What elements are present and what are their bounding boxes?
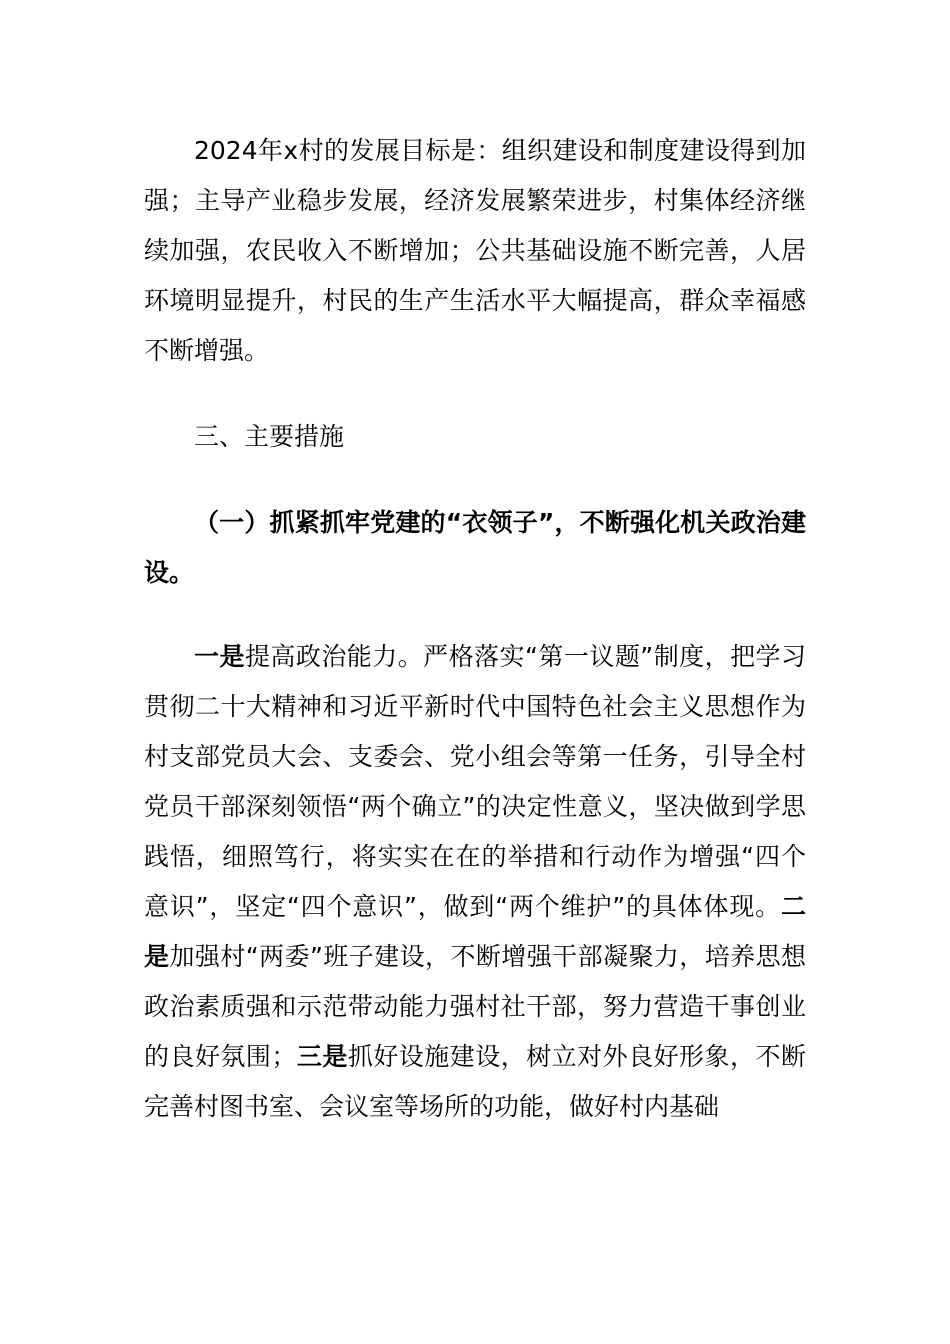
section-heading [144,412,806,462]
section-heading-text: 三、主要措施 [194,422,345,451]
measure-two-text: 加强村“两委”班子建设，不断增强干部凝聚力，培养思想政治素质强和示范带动能力强村社干部，努力营造干事创业的良好氛围； [144,942,806,1071]
lead-two: 二是 [144,892,806,971]
lead-three: 三是 [296,1042,348,1071]
document-page [144,126,806,1132]
paragraph-measures [144,632,806,1132]
subsection-heading [144,498,806,598]
paragraph-development-goals [144,126,806,376]
paragraph-text: 2024年x村的发展目标是：组织建设和制度建设得到加强；主导产业稳步发展，经济发展繁荣进步，村集体经济继续加强，农民收入不断增加；公共基础设施不断完善，人居环境明显提升，村民的生产生活水平大幅提高，群众幸福感不断增强。 [144,136,806,365]
lead-one: 一是 [194,642,245,671]
subsection-heading-text: （一）抓紧抓牢党建的“衣领子”，不断强化机关政治建设。 [144,508,806,587]
measure-three-text: 抓好设施建设，树立对外良好形象，不断完善村图书室、会议室等场所的功能，做好村内基础 [144,1042,806,1121]
measure-one-text: 提高政治能力。严格落实“第一议题”制度，把学习贯彻二十大精神和习近平新时代中国特色社会主义思想作为村支部党员大会、支委会、党小组会等第一任务，引导全村党员干部深刻领悟“两个确立”的决定性意义，坚决做到学思践悟，细照笃行，将实实在在的举措和行动作为增强“四个意识”，坚定“四个意识”，做到“两个维护”的具体体现。 [144,642,806,921]
